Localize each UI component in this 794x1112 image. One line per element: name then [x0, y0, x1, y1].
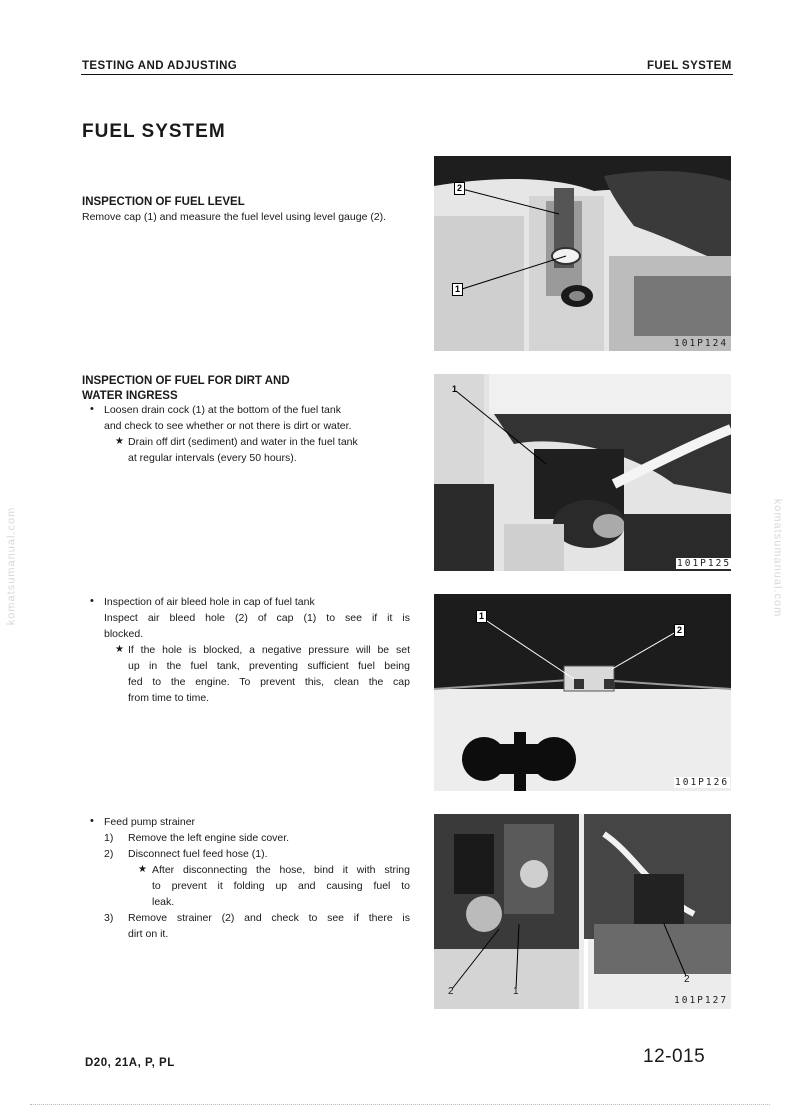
watermark-left: komatsumanual.com — [5, 506, 18, 626]
photo-caption: 101P124 — [674, 338, 729, 349]
feed-pump-note-line: After disconnecting the hose, bind it with string — [152, 864, 410, 876]
callout-label-2: 2 — [684, 974, 690, 985]
photo-caption: 101P126 — [675, 777, 730, 788]
air-bleed-note-line: If the hole is blocked, a negative pressure will be set — [128, 644, 410, 656]
photo-fuel-level — [434, 156, 731, 351]
step-number: 1) — [104, 832, 114, 844]
feed-pump-bullet: Feed pump strainer — [104, 816, 196, 828]
callout-label-1: 1 — [513, 986, 519, 997]
dirt-water-bullet-line: Loosen drain cock (1) at the bottom of the fuel tank — [104, 404, 341, 416]
callout-label-2: 2 — [454, 182, 465, 195]
bottom-dotted-edge — [30, 1104, 770, 1105]
star-note-marker: ★ — [115, 436, 124, 447]
watermark-right: komatsumanual.com — [771, 498, 784, 618]
header-rule — [81, 74, 733, 75]
step-number: 2) — [104, 848, 114, 860]
callout-label-1: 1 — [451, 384, 457, 394]
fuel-level-text: Remove cap (1) and measure the fuel level using level gauge (2). — [82, 211, 387, 223]
callout-label-1: 1 — [452, 283, 463, 296]
callout-label-2: 2 — [448, 986, 454, 997]
header-section-right: FUEL SYSTEM — [647, 60, 732, 72]
dirt-water-note-line: at regular intervals (every 50 hours). — [128, 452, 297, 464]
feed-pump-step-3: dirt on it. — [128, 928, 169, 940]
section-title-dirt-water-2: WATER INGRESS — [82, 390, 178, 402]
dirt-water-note-line: Drain off dirt (sediment) and water in the fuel tank — [128, 436, 358, 448]
feed-pump-note-line: leak. — [152, 896, 175, 908]
feed-pump-note-line: to prevent it folding up and causing fuel to — [152, 880, 410, 892]
page-title: FUEL SYSTEM — [82, 121, 226, 142]
feed-pump-step-2: Disconnect fuel feed hose (1). — [128, 848, 268, 860]
callout-label-2: 2 — [674, 624, 685, 637]
air-bleed-bullet-line: blocked. — [104, 628, 144, 640]
bullet-marker: • — [90, 595, 94, 607]
air-bleed-note-line: up in the fuel tank, preventing sufficient fuel being — [128, 660, 410, 672]
feed-pump-step-3: Remove strainer (2) and check to see if there is — [128, 912, 410, 924]
header-section-left: TESTING AND ADJUSTING — [82, 60, 238, 72]
star-note-marker: ★ — [138, 864, 147, 875]
footer-model: D20, 21A, P, PL — [85, 1057, 175, 1069]
feed-pump-step-1: Remove the left engine side cover. — [128, 832, 290, 844]
section-title-dirt-water-1: INSPECTION OF FUEL FOR DIRT AND — [82, 375, 290, 387]
photo-caption: 101P127 — [674, 995, 729, 1006]
footer-page-number: 12-015 — [643, 1046, 706, 1067]
dirt-water-bullet-line: and check to see whether or not there is dirt or water. — [104, 420, 352, 432]
air-bleed-bullet-line: Inspect air bleed hole (2) of cap (1) to see if it is — [104, 612, 410, 624]
photo-caption: 101P125 — [677, 558, 732, 569]
air-bleed-bullet-line: Inspection of air bleed hole in cap of fuel tank — [104, 596, 315, 608]
air-bleed-note-line: fed to the engine. To prevent this, clean the cap — [128, 676, 410, 688]
photo-feed-pump-strainer — [434, 814, 731, 1009]
step-number: 3) — [104, 912, 114, 924]
bullet-marker: • — [90, 815, 94, 827]
bullet-marker: • — [90, 403, 94, 415]
star-note-marker: ★ — [115, 644, 124, 655]
photo-drain-cock — [434, 374, 731, 571]
callout-label-1: 1 — [476, 610, 487, 623]
photo-air-bleed-cap — [434, 594, 731, 791]
air-bleed-note-line: from time to time. — [128, 692, 210, 704]
section-title-fuel-level: INSPECTION OF FUEL LEVEL — [82, 196, 245, 208]
